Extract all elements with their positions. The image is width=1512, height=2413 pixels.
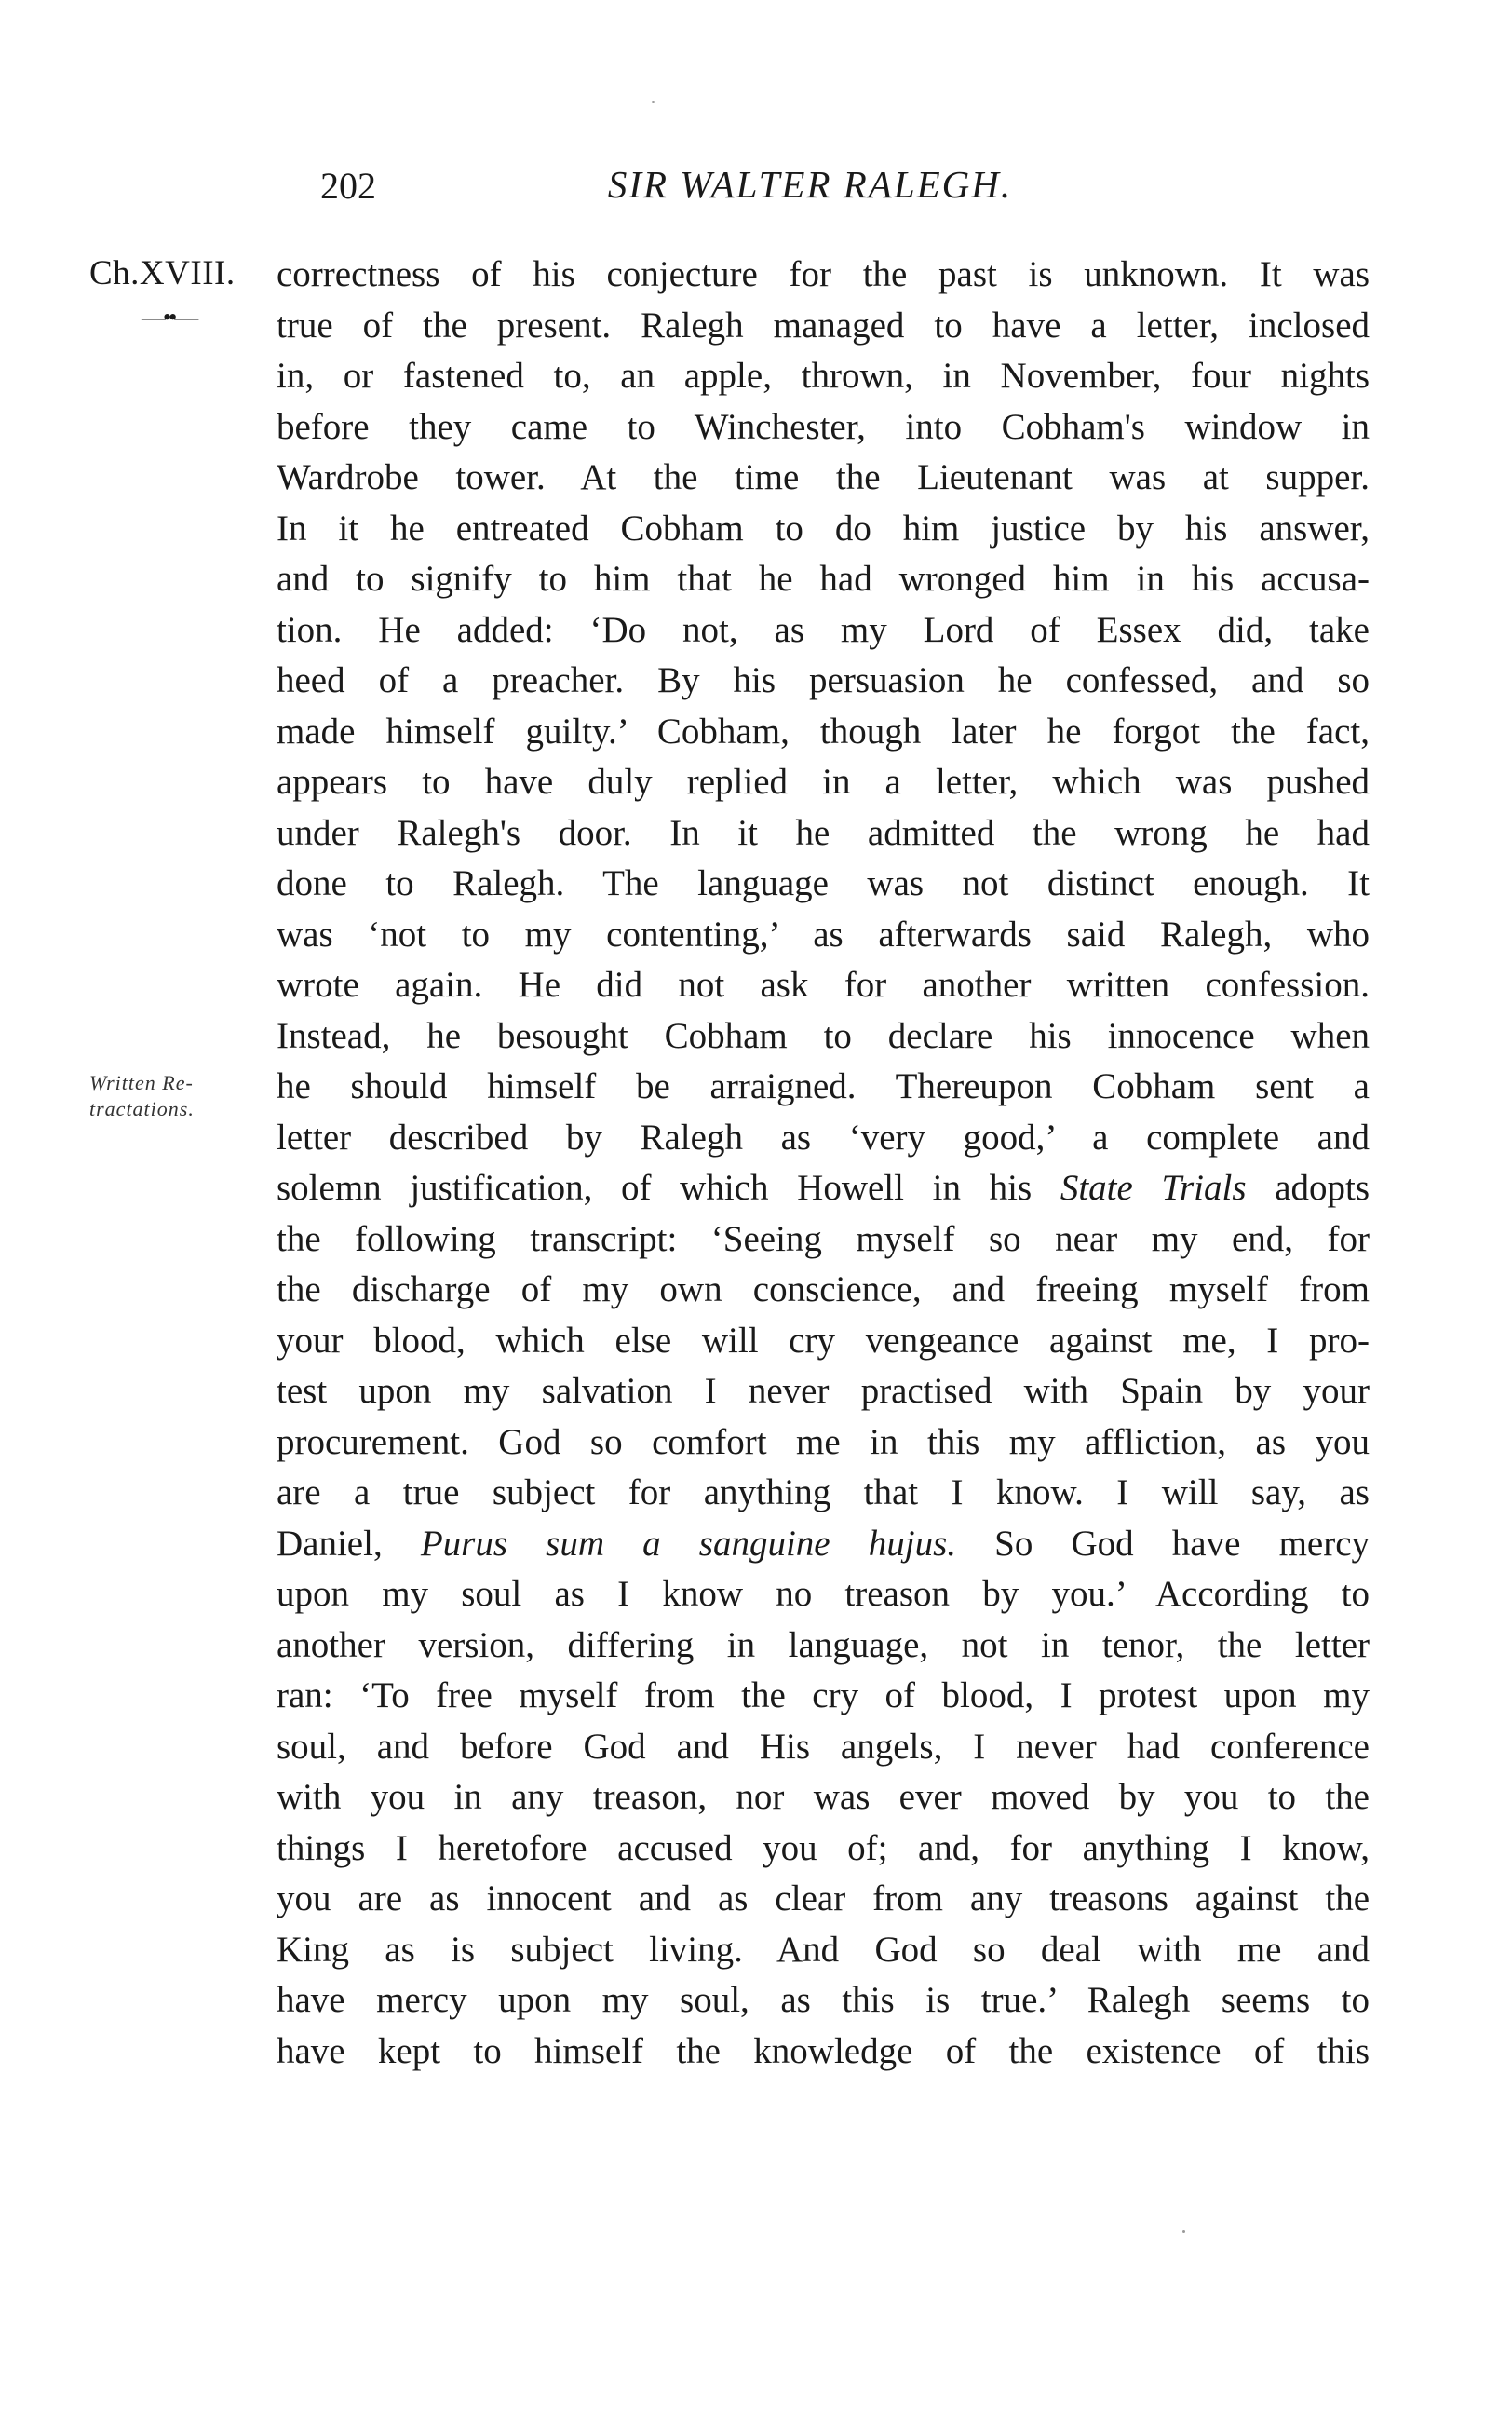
text-segment: appears to have duly replied in a letter, which was pushed <box>277 762 1370 802</box>
text-segment: done to Ralegh. The language was not distinct enough. It <box>277 863 1370 903</box>
text-segment: wrote again. He did not ask for another written confession. <box>277 965 1370 1005</box>
text-line <box>277 859 1370 910</box>
text-line <box>277 1722 1370 1773</box>
text-line <box>277 351 1370 402</box>
text-line <box>277 707 1370 758</box>
text-line <box>277 1874 1370 1925</box>
text-segment: upon my soul as I know no treason by you.’ According to <box>277 1574 1370 1614</box>
text-line <box>277 554 1370 605</box>
text-line <box>277 1163 1370 1214</box>
text-line <box>277 2027 1370 2078</box>
text-segment: true of the present. Ralegh managed to have a letter, inclosed <box>277 305 1370 346</box>
body-text <box>277 250 1370 2077</box>
text-line <box>277 1823 1370 1875</box>
text-segment: with you in any treason, nor was ever moved by you to the <box>277 1777 1370 1817</box>
text-segment: made himself guilty.’ Cobham, though later he forgot the fact, <box>277 711 1370 752</box>
text-segment: Daniel, <box>277 1523 383 1564</box>
text-segment: and to signify to him that he had wronged him in his accusa- <box>277 559 1370 599</box>
text-line <box>277 1975 1370 2027</box>
text-line <box>277 605 1370 657</box>
italic-segment: State Trials <box>1060 1168 1247 1208</box>
text-line <box>277 656 1370 707</box>
text-line <box>277 1417 1370 1469</box>
text-line <box>277 1113 1370 1164</box>
text-line <box>277 1772 1370 1823</box>
text-line <box>277 453 1370 504</box>
text-line <box>277 1316 1370 1367</box>
text-segment: under Ralegh's door. In it he admitted the wrong he had <box>277 812 1370 853</box>
text-line <box>277 301 1370 352</box>
text-segment: heed of a preacher. By his persuasion he confessed, and so <box>277 660 1370 700</box>
chapter-marker: Ch.XVIII. <box>89 254 236 292</box>
text-segment: have mercy upon my soul, as this is true.’ Ralegh seems to <box>277 1980 1370 2020</box>
text-line <box>277 1925 1370 1976</box>
text-segment: solemn justification, of which Howell in his <box>277 1168 1033 1208</box>
speck <box>1182 2230 1185 2233</box>
text-line <box>277 1519 1370 1570</box>
page-number: 202 <box>320 165 376 207</box>
text-line <box>277 1366 1370 1417</box>
text-line <box>277 1265 1370 1316</box>
text-segment: ran: ‘To free myself from the cry of blood, I protest upon my <box>277 1675 1370 1715</box>
text-segment: test upon my salvation I never practised with Spain by your <box>277 1371 1370 1411</box>
text-segment: have kept to himself the knowledge of the existence of this <box>277 2030 1370 2071</box>
text-segment: soul, and before God and His angels, I never had conference <box>277 1726 1370 1767</box>
text-line <box>277 1062 1370 1113</box>
text-line <box>277 402 1370 454</box>
text-line <box>277 1569 1370 1620</box>
running-title: SIR WALTER RALEGH. <box>607 163 1013 206</box>
text-line <box>277 504 1370 555</box>
text-segment: In it he entreated Cobham to do him justice by his answer, <box>277 508 1370 549</box>
speck <box>652 101 655 103</box>
text-segment: another version, differing in language, not in tenor, the letter <box>277 1624 1370 1665</box>
text-segment: procurement. God so comfort me in this my affliction, as you <box>277 1421 1370 1462</box>
text-line <box>277 960 1370 1011</box>
text-segment: things I heretofore accused you of; and, for anything I know, <box>277 1827 1370 1868</box>
text-segment: before they came to Winchester, into Cobham's window in <box>277 406 1370 447</box>
text-segment: your blood, which else will cry vengeance against me, I pro- <box>277 1320 1370 1361</box>
text-line <box>277 808 1370 860</box>
text-segment: adopts <box>1275 1168 1370 1208</box>
text-segment: you are as innocent and as clear from any treasons against the <box>277 1878 1370 1918</box>
margin-note-line: Written Re- <box>89 1071 194 1094</box>
text-segment: King as is subject living. And God so deal with me and <box>277 1929 1370 1970</box>
text-line <box>277 1214 1370 1266</box>
text-segment: letter described by Ralegh as ‘very good,’ a complete and <box>277 1117 1370 1158</box>
text-line <box>277 1620 1370 1672</box>
text-segment: Instead, he besought Cobham to declare his innocence when <box>277 1015 1370 1056</box>
text-segment: he should himself be arraigned. Thereupon Cobham sent a <box>277 1066 1370 1106</box>
text-segment: So God have mercy <box>994 1523 1370 1564</box>
italic-segment: Purus sum a sanguine hujus. <box>420 1523 957 1564</box>
text-line <box>277 757 1370 808</box>
text-segment: correctness of his conjecture for the past is unknown. It was <box>277 254 1370 294</box>
ornament: —••— <box>142 304 196 331</box>
text-segment: the following transcript: ‘Seeing myself so near my end, for <box>277 1218 1370 1259</box>
text-segment: tion. He added: ‘Do not, as my Lord of Essex did, take <box>277 609 1370 650</box>
text-line <box>277 910 1370 961</box>
text-line <box>277 1671 1370 1722</box>
text-line <box>277 250 1370 301</box>
text-segment: was ‘not to my contenting,’ as afterwards said Ralegh, who <box>277 914 1370 955</box>
text-segment: Wardrobe tower. At the time the Lieutenant was at supper. <box>277 457 1370 497</box>
text-line <box>277 1468 1370 1519</box>
text-segment: are a true subject for anything that I know. I will say, as <box>277 1472 1370 1512</box>
text-line <box>277 1011 1370 1063</box>
margin-note-line: tractations. <box>89 1097 195 1120</box>
text-segment: in, or fastened to, an apple, thrown, in November, four nights <box>277 356 1370 396</box>
text-segment: the discharge of my own conscience, and freeing myself from <box>277 1269 1370 1309</box>
